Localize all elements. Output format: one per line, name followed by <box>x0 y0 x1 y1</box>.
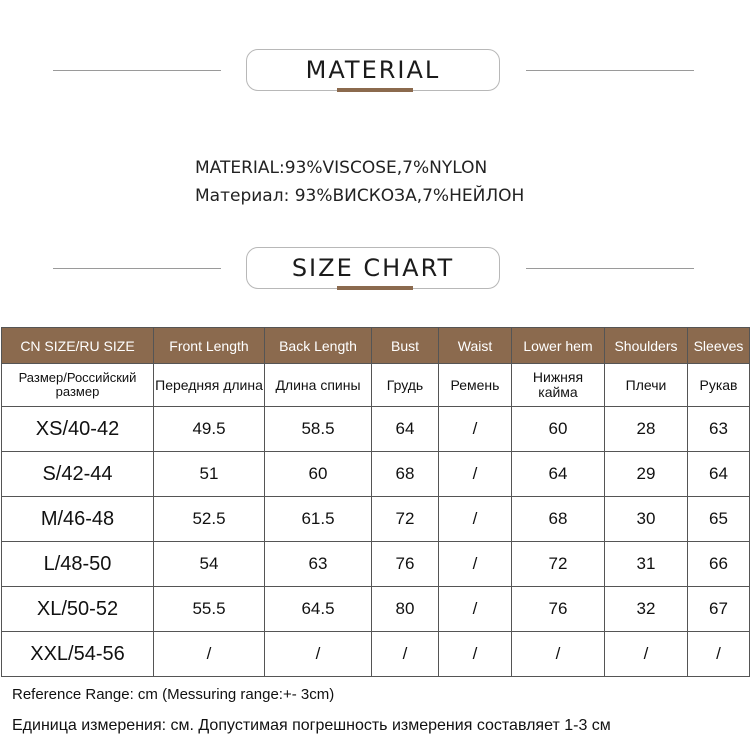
table-cell: / <box>154 632 265 677</box>
divider-left <box>53 268 221 269</box>
table-cell: 51 <box>154 452 265 497</box>
material-title: MATERIAL <box>246 49 500 91</box>
table-cell: / <box>439 452 512 497</box>
table-cell: 32 <box>605 587 688 632</box>
table-cell: / <box>439 587 512 632</box>
table-row <box>2 407 750 452</box>
size-chart-title: SIZE CHART <box>246 247 500 289</box>
table-row <box>2 632 750 677</box>
table-cell: 60 <box>512 407 605 452</box>
table-cell: 76 <box>512 587 605 632</box>
table-cell: / <box>439 632 512 677</box>
table-cell: 72 <box>372 497 439 542</box>
table-cell: 68 <box>372 452 439 497</box>
divider-right <box>526 268 694 269</box>
header-cell: Рукав <box>688 364 750 407</box>
table-cell: 63 <box>688 407 750 452</box>
table-cell: 30 <box>605 497 688 542</box>
table-cell: 66 <box>688 542 750 587</box>
table-row <box>2 542 750 587</box>
table-cell: 54 <box>154 542 265 587</box>
size-cell: XXL/54-56 <box>2 632 154 677</box>
header-cell: Длина спины <box>265 364 372 407</box>
table-cell: 72 <box>512 542 605 587</box>
material-composition-ru: Материал: 93%ВИСКОЗА,7%НЕЙЛОН <box>195 186 525 206</box>
table-cell: 76 <box>372 542 439 587</box>
table-cell: 63 <box>265 542 372 587</box>
header-cell: Lower hem <box>512 328 605 364</box>
table-cell: / <box>439 407 512 452</box>
header-cell: Sleeves <box>688 328 750 364</box>
table-cell: 64 <box>512 452 605 497</box>
reference-range-ru: Единица измерения: см. Допустимая погрешность измерения составляет 1-3 см <box>12 717 611 734</box>
table-cell: 58.5 <box>265 407 372 452</box>
table-cell: 29 <box>605 452 688 497</box>
reference-range-en: Reference Range: cm (Messuring range:+- 3cm) <box>12 686 335 703</box>
material-section-header <box>0 49 750 93</box>
size-cell: S/42-44 <box>2 452 154 497</box>
table-cell: 67 <box>688 587 750 632</box>
material-composition-en: MATERIAL:93%VISCOSE,7%NYLON <box>195 158 488 178</box>
table-row <box>2 587 750 632</box>
table-row <box>2 452 750 497</box>
table-cell: 65 <box>688 497 750 542</box>
table-cell: 64.5 <box>265 587 372 632</box>
table-cell: / <box>439 497 512 542</box>
size-chart-section-header <box>0 247 750 291</box>
table-cell: 52.5 <box>154 497 265 542</box>
divider-right <box>526 70 694 71</box>
size-cell: L/48-50 <box>2 542 154 587</box>
header-cell: Передняя длина <box>154 364 265 407</box>
table-cell: / <box>372 632 439 677</box>
header-cell: Ремень <box>439 364 512 407</box>
table-row <box>2 497 750 542</box>
table-cell: / <box>512 632 605 677</box>
table-cell: 80 <box>372 587 439 632</box>
header-cell: Front Length <box>154 328 265 364</box>
table-cell: / <box>688 632 750 677</box>
table-cell: / <box>439 542 512 587</box>
table-cell: 49.5 <box>154 407 265 452</box>
table-cell: 28 <box>605 407 688 452</box>
table-cell: 61.5 <box>265 497 372 542</box>
header-cell: Shoulders <box>605 328 688 364</box>
title-accent-bar <box>337 88 413 92</box>
title-accent-bar <box>337 286 413 290</box>
header-cell: Грудь <box>372 364 439 407</box>
table-cell: 31 <box>605 542 688 587</box>
header-cell: Нижняя кайма <box>512 364 605 407</box>
size-cell: M/46-48 <box>2 497 154 542</box>
table-cell: 64 <box>688 452 750 497</box>
table-header-en <box>2 328 750 364</box>
table-cell: 68 <box>512 497 605 542</box>
header-cell: Плечи <box>605 364 688 407</box>
size-cell: XS/40-42 <box>2 407 154 452</box>
header-cell: CN SIZE/RU SIZE <box>2 328 154 364</box>
table-cell: / <box>605 632 688 677</box>
table-cell: 60 <box>265 452 372 497</box>
table-header-ru <box>2 364 750 407</box>
header-cell: Размер/Российский размер <box>2 364 154 407</box>
size-cell: XL/50-52 <box>2 587 154 632</box>
header-cell: Bust <box>372 328 439 364</box>
table-cell: / <box>265 632 372 677</box>
size-chart-table <box>1 327 750 677</box>
table-cell: 55.5 <box>154 587 265 632</box>
header-cell: Waist <box>439 328 512 364</box>
table-cell: 64 <box>372 407 439 452</box>
divider-left <box>53 70 221 71</box>
header-cell: Back Length <box>265 328 372 364</box>
